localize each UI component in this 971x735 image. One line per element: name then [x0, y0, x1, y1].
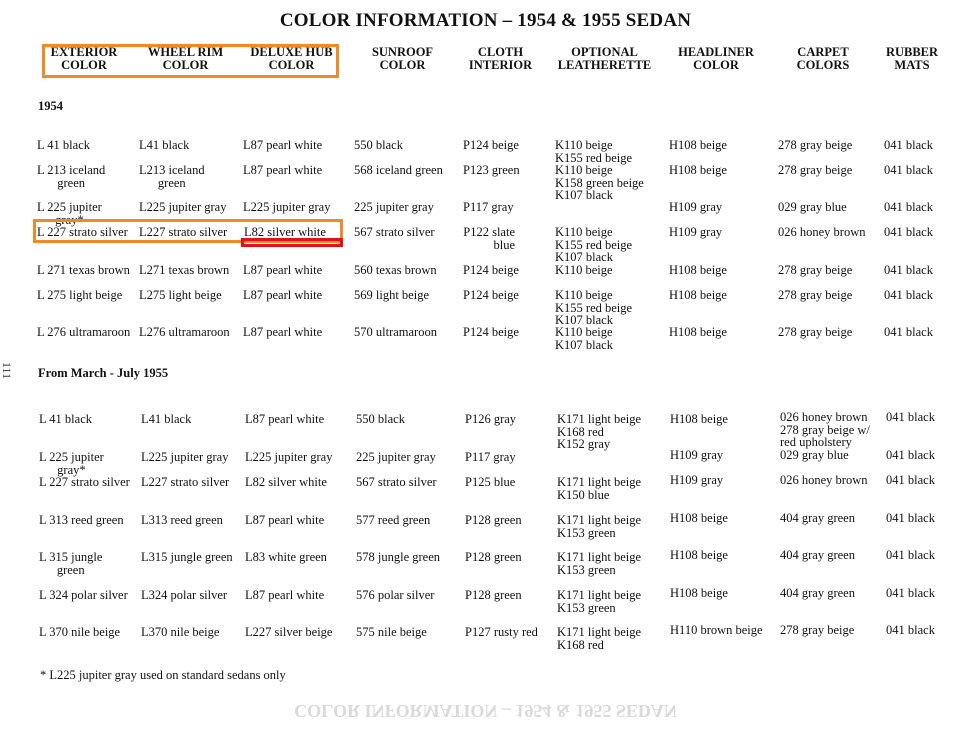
cell-sunroof: 578 jungle green [356, 550, 441, 564]
section-1954: 1954 [38, 99, 63, 113]
cell-cloth: P124 beige [463, 325, 519, 339]
cell-headliner: H108 beige [670, 511, 728, 525]
cell-cloth: P128 green [465, 588, 522, 602]
cell-cloth: P124 beige [463, 138, 519, 152]
cell-exterior: L 225 jupiter gray* [37, 200, 102, 227]
cell-wheel-rim: L227 strato silver [139, 225, 228, 239]
cell-headliner: H109 gray [669, 225, 723, 239]
footnote: * L225 jupiter gray used on standard sedans only [40, 668, 286, 682]
cell-mats: 041 black [884, 225, 933, 239]
cell-hub: L87 pearl white [243, 138, 323, 152]
cell-headliner: H108 beige [670, 412, 728, 426]
col-exterior-color: EXTERIOR COLOR [50, 45, 118, 72]
cell-exterior: L 313 reed green [39, 513, 124, 527]
cell-exterior: L 213 iceland green [37, 163, 106, 190]
cell-mats: 041 black [884, 325, 933, 339]
cell-hub: L87 pearl white [245, 412, 325, 426]
cell-headliner: H109 gray [670, 448, 724, 462]
cell-sunroof: 568 iceland green [354, 163, 443, 177]
cell-hub: L83 white green [245, 550, 327, 564]
cell-carpet: 029 gray blue [780, 448, 849, 462]
header-highlight-box [42, 44, 339, 78]
cell-exterior: L 276 ultramaroon [37, 325, 131, 339]
cell-hub: L82 silver white [244, 225, 326, 239]
bleed-through-title: COLOR INFORMATION – 1954 & 1955 SEDAN [294, 701, 677, 721]
cell-exterior: L 227 strato silver [39, 475, 130, 489]
col-deluxe-hub-color: DELUXE HUB COLOR [250, 45, 333, 72]
cell-exterior: L 370 nile beige [39, 625, 121, 639]
cell-hub: L225 jupiter gray [245, 450, 333, 464]
cell-cloth: P128 green [465, 513, 522, 527]
cell-leatherette: K110 beige K155 red beige K107 black [555, 225, 633, 264]
cell-wheel-rim: L275 light beige [139, 288, 222, 302]
cell-headliner: H109 gray [669, 200, 723, 214]
cell-carpet: 278 gray beige [778, 163, 853, 177]
cell-headliner: H110 brown beige [670, 623, 763, 637]
cell-carpet: 404 gray green [780, 511, 855, 525]
cell-wheel-rim: L315 jungle green [141, 550, 233, 564]
cell-hub: L87 pearl white [243, 163, 323, 177]
cell-wheel-rim: L227 strato silver [141, 475, 230, 489]
col-wheel-rim-color: WHEEL RIM COLOR [147, 45, 224, 72]
cell-hub: L87 pearl white [243, 263, 323, 277]
cell-headliner: H108 beige [669, 325, 727, 339]
cell-mats: 041 black [886, 548, 935, 562]
cell-carpet: 026 honey brown [778, 225, 866, 239]
cell-carpet: 029 gray blue [778, 200, 847, 214]
cell-cloth: P126 gray [465, 412, 517, 426]
cell-cloth: P124 beige [463, 288, 519, 302]
col-carpet-colors: CARPET COLORS [796, 45, 850, 72]
cell-exterior: L 41 black [39, 412, 92, 426]
cell-carpet: 278 gray beige [778, 288, 853, 302]
hub-color-underline [241, 238, 343, 247]
cell-wheel-rim: L276 ultramaroon [139, 325, 230, 339]
cell-mats: 041 black [886, 448, 935, 462]
col-headliner-color: HEADLINER COLOR [678, 45, 754, 72]
cell-exterior: L 271 texas brown [37, 263, 130, 277]
cell-hub: L87 pearl white [243, 288, 323, 302]
cell-headliner: H108 beige [669, 163, 727, 177]
cell-carpet: 404 gray green [780, 548, 855, 562]
cell-sunroof: 576 polar silver [356, 588, 435, 602]
cell-carpet: 278 gray beige [778, 325, 853, 339]
cell-leatherette: K171 light beige K150 blue [557, 475, 642, 502]
cell-headliner: H108 beige [669, 263, 727, 277]
cell-headliner: H108 beige [669, 288, 727, 302]
cell-hub: L87 pearl white [245, 513, 325, 527]
cell-cloth: P117 gray [463, 200, 514, 214]
cell-exterior: L 324 polar silver [39, 588, 128, 602]
cell-wheel-rim: L225 jupiter gray [139, 200, 227, 214]
cell-leatherette: K171 light beige K168 red [557, 625, 642, 652]
cell-leatherette: K110 beige K158 green beige K107 black [555, 163, 644, 202]
cell-wheel-rim: L370 nile beige [141, 625, 220, 639]
cell-carpet: 278 gray beige [778, 263, 853, 277]
cell-mats: 041 black [884, 200, 933, 214]
cell-cloth: P123 green [463, 163, 520, 177]
cell-mats: 041 black [886, 623, 935, 637]
cell-sunroof: 550 black [354, 138, 403, 152]
cell-sunroof: 560 texas brown [354, 263, 437, 277]
cell-sunroof: 550 black [356, 412, 405, 426]
cell-mats: 041 black [884, 288, 933, 302]
cell-leatherette: K110 beige K107 black [555, 325, 613, 352]
cell-cloth: P117 gray [465, 450, 516, 464]
cell-headliner: H109 gray [670, 473, 724, 487]
cell-cloth: P125 blue [465, 475, 516, 489]
cell-exterior: L 315 jungle green [39, 550, 103, 577]
cell-mats: 041 black [886, 473, 935, 487]
cell-cloth: P128 green [465, 550, 522, 564]
cell-mats: 041 black [886, 511, 935, 525]
cell-wheel-rim: L213 iceland green [139, 163, 205, 190]
cell-hub: L227 silver beige [245, 625, 333, 639]
cell-leatherette: K110 beige K155 red beige K107 black [555, 288, 633, 327]
cell-hub: L225 jupiter gray [243, 200, 331, 214]
cell-hub: L87 pearl white [245, 588, 325, 602]
cell-leatherette: K171 light beige K153 green [557, 588, 642, 615]
cell-mats: 041 black [886, 586, 935, 600]
cell-carpet: 026 honey brown [780, 473, 868, 487]
cell-exterior: L 227 strato silver [37, 225, 128, 239]
col-optional-leatherette: OPTIONAL LEATHERETTE [557, 45, 652, 72]
page-number: 111 [0, 362, 14, 380]
cell-leatherette: K171 light beige K153 green [557, 513, 642, 540]
cell-headliner: H108 beige [670, 548, 728, 562]
cell-sunroof: 570 ultramaroon [354, 325, 437, 339]
cell-hub: L87 pearl white [243, 325, 323, 339]
cell-cloth: P124 beige [463, 263, 519, 277]
cell-headliner: H108 beige [670, 586, 728, 600]
cell-leatherette: K171 light beige K153 green [557, 550, 642, 577]
cell-leatherette: K171 light beige K168 red K152 gray [557, 412, 642, 451]
cell-leatherette: K110 beige K155 red beige [555, 138, 633, 165]
page-title: COLOR INFORMATION – 1954 & 1955 SEDAN [279, 10, 692, 31]
cell-wheel-rim: L41 black [139, 138, 190, 152]
cell-wheel-rim: L313 reed green [141, 513, 223, 527]
cell-sunroof: 567 strato silver [356, 475, 437, 489]
cell-hub: L82 silver white [245, 475, 327, 489]
cell-sunroof: 577 reed green [356, 513, 431, 527]
cell-sunroof: 225 jupiter gray [354, 200, 434, 214]
cell-carpet: 278 gray beige [778, 138, 853, 152]
cell-exterior: L 275 light beige [37, 288, 123, 302]
cell-carpet: 278 gray beige [780, 623, 855, 637]
cell-sunroof: 575 nile beige [356, 625, 427, 639]
section-1955: From March - July 1955 [38, 366, 169, 380]
cell-carpet: 404 gray green [780, 586, 855, 600]
cell-mats: 041 black [886, 410, 935, 424]
cell-sunroof: 569 light beige [354, 288, 429, 302]
cell-exterior: L 225 jupiter gray* [39, 450, 104, 477]
col-rubber-mats: RUBBER MATS [885, 45, 939, 72]
cell-wheel-rim: L324 polar silver [141, 588, 228, 602]
cell-mats: 041 black [884, 163, 933, 177]
cell-headliner: H108 beige [669, 138, 727, 152]
cell-exterior: L 41 black [37, 138, 90, 152]
cell-wheel-rim: L41 black [141, 412, 192, 426]
cell-cloth: P127 rusty red [465, 625, 538, 639]
cell-wheel-rim: L225 jupiter gray [141, 450, 229, 464]
cell-cloth: P122 slate blue [463, 225, 515, 252]
cell-leatherette: K110 beige [555, 263, 613, 277]
cell-mats: 041 black [884, 263, 933, 277]
cell-carpet: 026 honey brown 278 gray beige w/ red upholstery [780, 410, 870, 449]
cell-mats: 041 black [884, 138, 933, 152]
cell-wheel-rim: L271 texas brown [139, 263, 230, 277]
col-cloth-interior: CLOTH INTERIOR [468, 45, 533, 72]
cell-sunroof: 567 strato silver [354, 225, 435, 239]
cell-sunroof: 225 jupiter gray [356, 450, 436, 464]
col-sunroof-color: SUNROOF COLOR [371, 45, 434, 72]
